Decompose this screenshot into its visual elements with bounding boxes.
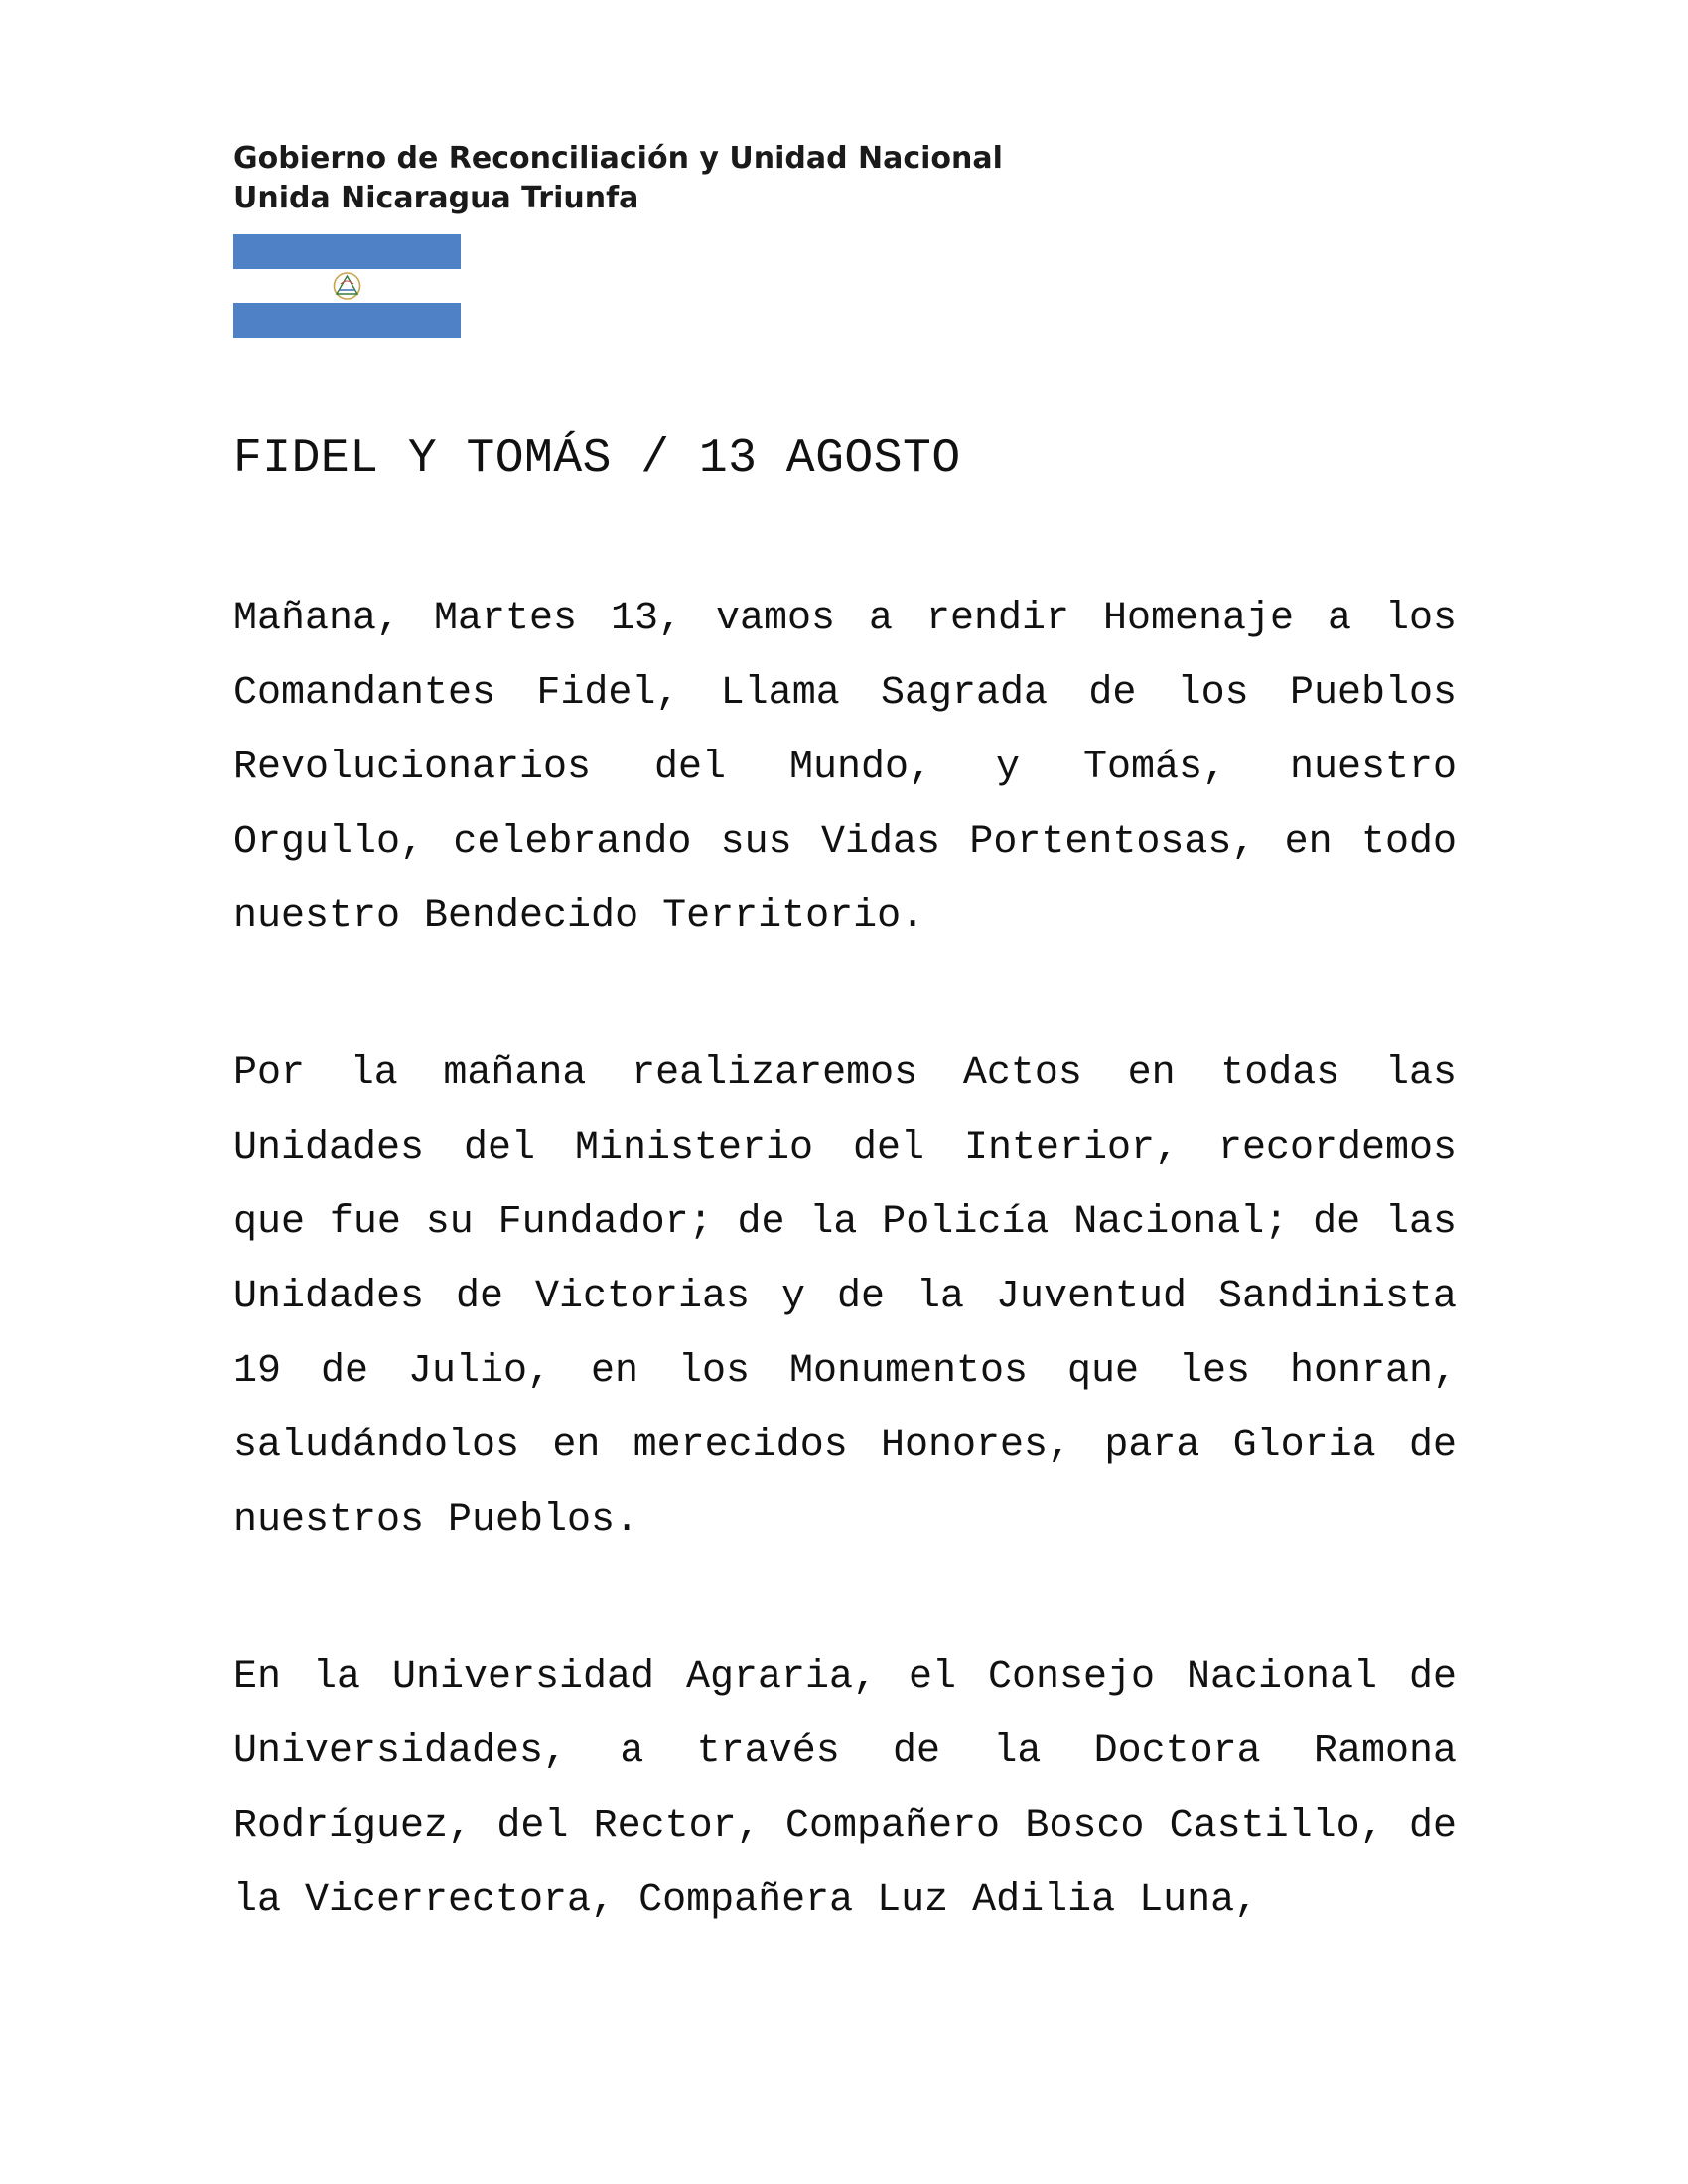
paragraph: Mañana, Martes 13, vamos a rendir Homenaje a los Comandantes Fidel, Llama Sagrada de los Pueblos Revolucionarios del Mundo, y Tomás, nuestro Orgullo, celebrando sus Vidas Portentosas, en todo nuestro Bendecido Territorio. xyxy=(233,597,1457,939)
nicaragua-flag-icon xyxy=(233,234,461,338)
letterhead-line-government: Gobierno de Reconciliación y Unidad Nacional xyxy=(233,141,1003,176)
document-title: FIDEL Y TOMÁS / 13 AGOSTO xyxy=(233,432,961,485)
document-body xyxy=(233,582,1457,2020)
paragraph: En la Universidad Agraria, el Consejo Nacional de Universidades, a través de la Doctora Ramona Rodríguez, del Rector, Compañero Bosco Castillo, de la Vicerrectora, Compañera Luz Adilia Luna, xyxy=(233,1655,1457,1923)
letterhead-line-slogan: Unida Nicaragua Triunfa xyxy=(233,181,639,215)
letterhead xyxy=(233,139,1003,218)
paragraph: Por la mañana realizaremos Actos en todas las Unidades del Ministerio del Interior, recordemos que fue su Fundador; de la Policía Nacional; de las Unidades de Victorias y de la Juventud Sandinista 19 de Julio, en los Monumentos que les honran, saludándolos en merecidos Honores, para Gloria de nuestros Pueblos. xyxy=(233,1051,1457,1543)
